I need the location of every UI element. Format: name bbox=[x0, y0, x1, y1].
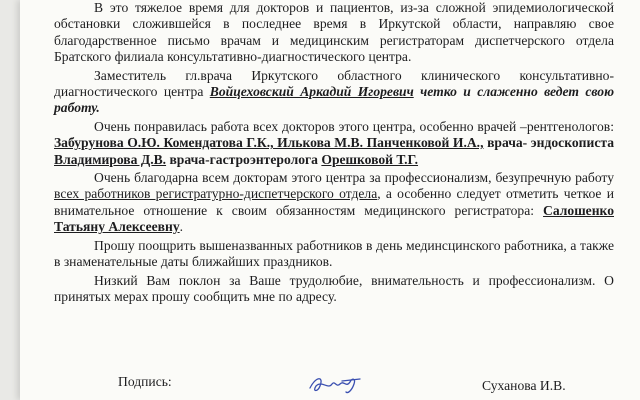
signature-label: Подпись: bbox=[118, 374, 172, 389]
text-segment: Очень благодарна всем докторам этого центра за профессионализм, безупречную работу bbox=[94, 170, 614, 186]
paragraph-doctors bbox=[54, 119, 614, 168]
paragraph-request: Прошу поощрить вышеназванных работников в день мединсцинского работника, а также в знаменательные даты ближайших праздников. bbox=[54, 237, 614, 270]
handwritten-signature-icon bbox=[302, 372, 372, 398]
text-segment: Заместитель гл.врача Иркутского областного клинического консультативно- диагностического центра bbox=[54, 67, 614, 100]
signature-row bbox=[54, 374, 614, 394]
gastroenterologist-name: Орешковой Т.Г. bbox=[321, 151, 419, 167]
text-segment: Очень понравилась работа всех докторов этого центра, особенно врачей –рентгенологов: bbox=[94, 118, 614, 134]
registry-staff: всех работников регистратурно-диспетчерского отдела bbox=[54, 186, 378, 202]
paragraph-registry bbox=[54, 170, 614, 236]
registrar-name: Салошенко Татьяну Алексеевну bbox=[54, 202, 614, 235]
signer-name: Суханова И.В. bbox=[482, 378, 566, 393]
radiologist-names: Забурунова О.Ю. Комендатова Г.К., Илькова М.В. Панченковой И.А., bbox=[54, 135, 484, 151]
deputy-name: Войцеховский Аркадий Игоревич bbox=[209, 84, 414, 100]
letter-body bbox=[54, 0, 614, 305]
text-segment: . bbox=[179, 219, 184, 235]
text-segment: врача- эндоскописта bbox=[483, 135, 614, 151]
text-segment: четко и слаженно ведет свою работу. bbox=[54, 84, 614, 116]
paragraph-closing: Низкий Вам поклон за Ваше трудолюбие, внимательность и профессионализм. О принятых мерах прошу сообщить мне по адресу. bbox=[54, 272, 614, 304]
paragraph-intro: В это тяжелое время для докторов и пациентов, из-за сложной эпидемиологической обстановки сложившейся в последнее время в Иркутской области, направляю свое благодарственное письмо врачам и медицинским регистраторам диспетчерского отдела Братского филиала консультативно-диагностического центра. bbox=[54, 0, 614, 65]
text-segment: врача-гастроэнтеролога bbox=[166, 151, 322, 167]
text-segment: , а особенно следует отметить четкое и внимательное отношение к своим обязанностям медицинского регистратора: bbox=[54, 186, 614, 218]
endoscopist-name: Владимирова Д.В. bbox=[54, 151, 167, 167]
scanned-letter-page bbox=[20, 0, 640, 400]
paragraph-deputy bbox=[54, 68, 614, 117]
